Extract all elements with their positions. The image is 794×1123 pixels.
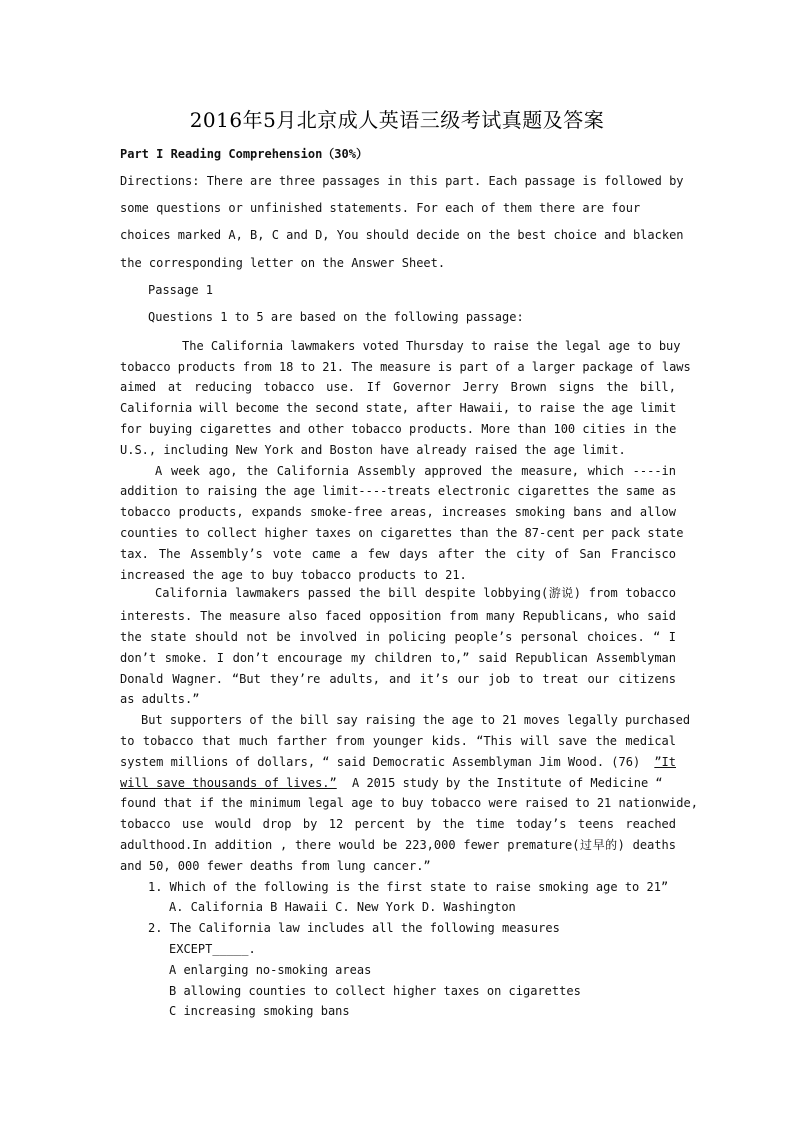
passage-line: interests. The measure also faced opposition from many Republicans, who said xyxy=(120,609,676,623)
passage-line: and 50, 000 fewer deaths from lung cancer.” xyxy=(120,859,431,873)
passage-line: found that if the minimum legal age to buy tobacco were raised to 21 nationwide, xyxy=(120,796,698,810)
underlined-sentence-part-1: ”It xyxy=(654,755,676,769)
passage-line: adulthood.In addition , there would be 223,000 fewer premature(过早的) deaths xyxy=(120,838,676,852)
passage-line: as adults.” xyxy=(120,692,200,706)
passage-line: California will become the second state, after Hawaii, to raise the age limit xyxy=(120,401,677,415)
passage-line: tobacco products from 18 to 21. The measure is part of a larger package of laws xyxy=(120,360,691,374)
passage-line: increased the age to buy tobacco products to 21. xyxy=(120,568,467,582)
passage-line: A week ago, the California Assembly approved the measure, which ----in xyxy=(155,464,676,478)
passage-line: addition to raising the age limit----treats electronic cigarettes the same as xyxy=(120,484,677,498)
passage-line: tax. The Assembly’s vote came a few days after the city of San Francisco xyxy=(120,547,676,561)
question-1-stem: 1. Which of the following is the first state to raise smoking age to 21” xyxy=(148,880,669,894)
question-2-option-b: B allowing counties to collect higher taxes on cigarettes xyxy=(169,984,581,998)
passage-line: But supporters of the bill say raising the age to 21 moves legally purchased xyxy=(141,713,691,727)
passage-line: tobacco use would drop by 12 percent by the time today’s teens reached xyxy=(120,817,676,831)
question-2-option-a: A enlarging no-smoking areas xyxy=(169,963,372,977)
directions-line-3: choices marked A, B, C and D, You should decide on the best choice and blacken xyxy=(120,228,684,242)
questions-intro: Questions 1 to 5 are based on the following passage: xyxy=(148,310,524,324)
question-1-options: A. California B Hawaii C. New York D. Washington xyxy=(169,900,516,914)
passage-line: The California lawmakers voted Thursday to raise the legal age to buy xyxy=(182,339,681,353)
passage-line: system millions of dollars, “ said Democratic Assemblyman Jim Wood. (76) xyxy=(120,755,641,769)
question-2-option-c: C increasing smoking bans xyxy=(169,1004,350,1018)
passage-line: for buying cigarettes and other tobacco products. More than 100 cities in the xyxy=(120,422,677,436)
question-2-stem-continued: EXCEPT_____. xyxy=(169,942,256,956)
directions-line-4: the corresponding letter on the Answer Sheet. xyxy=(120,256,446,270)
passage-line: U.S., including New York and Boston have already raised the age limit. xyxy=(120,443,626,457)
directions-line-2: some questions or unfinished statements. For each of them there are four xyxy=(120,201,641,215)
underlined-sentence-part-2: will save thousands of lives.” xyxy=(120,776,337,790)
passage-label: Passage 1 xyxy=(148,283,214,297)
document-title: 2016年5月北京成人英语三级考试真题及答案 xyxy=(189,108,605,132)
passage-line: aimed at reducing tobacco use. If Governor Jerry Brown signs the bill, xyxy=(120,380,676,394)
passage-line: don’t smoke. I don’t encourage my children to,” said Republican Assemblyman xyxy=(120,651,676,665)
passage-line: to tobacco that much farther from younger kids. “This will save the medical xyxy=(120,734,676,748)
passage-line: California lawmakers passed the bill despite lobbying(游说) from tobacco xyxy=(155,586,676,600)
passage-line: Donald Wagner. “But they’re adults, and it’s our job to treat our citizens xyxy=(120,672,676,686)
part-heading: Part I Reading Comprehension（30%） xyxy=(120,147,368,161)
passage-line: counties to collect higher taxes on cigarettes than the 87-cent per pack state xyxy=(120,526,684,540)
question-2-stem: 2. The California law includes all the following measures xyxy=(148,921,560,935)
directions-line-1: Directions: There are three passages in this part. Each passage is followed by xyxy=(120,174,684,188)
passage-line: tobacco products, expands smoke-free areas, increases smoking bans and allow xyxy=(120,505,676,519)
passage-line: A 2015 study by the Institute of Medicine “ xyxy=(352,776,663,790)
passage-line: the state should not be involved in policing people’s personal choices. “ I xyxy=(120,630,676,644)
